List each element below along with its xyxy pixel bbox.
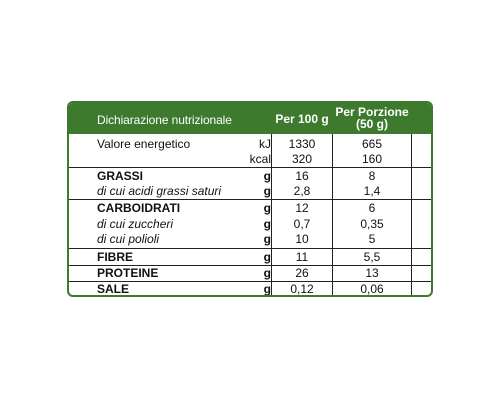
- row-value-portion: 13: [365, 266, 379, 280]
- row-value-per100: 0,12: [290, 282, 314, 296]
- row-divider: [69, 199, 431, 200]
- row-unit: g: [263, 250, 271, 264]
- row-divider: [69, 248, 431, 249]
- row-label-salt: SALE: [97, 282, 130, 296]
- row-unit: kJ: [259, 137, 271, 151]
- row-unit: kcal: [249, 152, 271, 166]
- row-label-fibre: FIBRE: [97, 250, 133, 264]
- row-value-portion: 0,35: [360, 217, 384, 231]
- row-value-portion: 8: [368, 169, 376, 183]
- row-value-per100: 11: [295, 250, 309, 264]
- row-unit: g: [263, 201, 271, 215]
- nutrition-table: [67, 101, 433, 297]
- header-per-portion: [332, 106, 412, 130]
- header-per-portion-line2: (50 g): [355, 117, 388, 131]
- header-per-100g: Per 100 g: [275, 112, 329, 126]
- row-value-portion: 160: [361, 152, 383, 166]
- row-unit: g: [263, 282, 271, 296]
- row-label-polyols: di cui polioli: [97, 232, 160, 246]
- row-value-per100: 12: [295, 201, 309, 215]
- row-value-portion: 5: [368, 232, 376, 246]
- row-value-portion: 6: [368, 201, 376, 215]
- header-label: Dichiarazione nutrizionale: [97, 113, 232, 127]
- row-label-sugars: di cui zuccheri: [97, 217, 174, 231]
- row-value-per100: 320: [291, 152, 313, 166]
- row-label-carbohydrates: CARBOIDRATI: [97, 201, 181, 215]
- row-value-per100: 1330: [288, 137, 316, 151]
- row-label-energy: Valore energetico: [97, 137, 191, 151]
- row-label-fat: GRASSI: [97, 169, 144, 183]
- row-label-saturated-fat: di cui acidi grassi saturi: [97, 184, 222, 198]
- row-value-per100: 0,7: [293, 217, 311, 231]
- row-value-per100: 16: [295, 169, 309, 183]
- row-value-portion: 1,4: [363, 184, 381, 198]
- row-value-portion: 5,5: [363, 250, 381, 264]
- row-unit: g: [263, 217, 271, 231]
- header-per-portion-line1: Per Porzione: [335, 105, 409, 119]
- table-header: [69, 103, 431, 134]
- row-unit: g: [263, 184, 271, 198]
- row-divider: [69, 167, 431, 168]
- row-value-portion: 665: [361, 137, 383, 151]
- row-unit: g: [263, 266, 271, 280]
- row-label-protein: PROTEINE: [97, 266, 159, 280]
- row-unit: g: [263, 232, 271, 246]
- row-value-per100: 2,8: [293, 184, 311, 198]
- row-unit: g: [263, 169, 271, 183]
- row-value-per100: 10: [295, 232, 309, 246]
- row-value-per100: 26: [295, 266, 309, 280]
- row-value-portion: 0,06: [360, 282, 384, 296]
